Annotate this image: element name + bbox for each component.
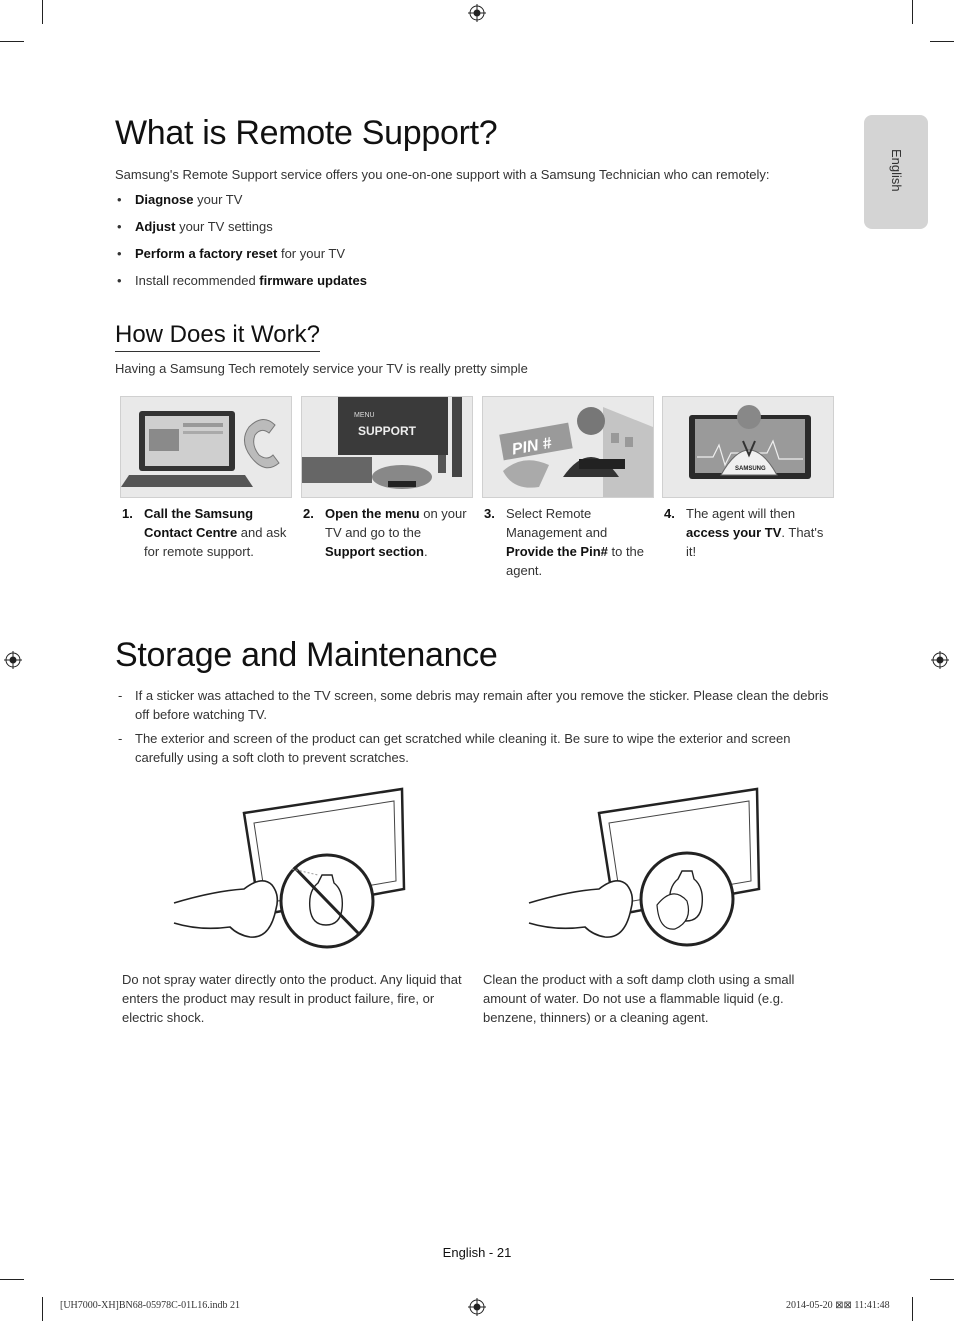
step-bold: Open the menu — [325, 506, 420, 521]
dash-marker: - — [118, 731, 123, 746]
bullet-text: Install recommended — [135, 273, 260, 288]
agent-tv-icon — [663, 397, 833, 497]
step-3-image — [482, 396, 654, 498]
step-plain: Select Remote Management and — [506, 506, 608, 540]
bullet-dot: • — [117, 192, 122, 207]
language-tab-label: English — [889, 149, 904, 192]
tv-menu-icon — [302, 397, 472, 497]
pin-label: PIN # — [510, 434, 553, 459]
bullet-bold: firmware updates — [259, 273, 367, 288]
step-plain: to the agent. — [506, 544, 645, 578]
step-plain: The agent will then — [686, 506, 796, 521]
remote-support-intro: Samsung's Remote Support service offers you one-on-one support with a Samsung Technician who can remotely: — [115, 167, 770, 182]
bullet-item — [115, 246, 367, 273]
how-it-works-title: How Does it Work? — [115, 321, 320, 352]
step-bold: Call the Samsung Contact Centre — [144, 506, 254, 540]
registration-mark-icon — [931, 651, 949, 669]
support-label: SUPPORT — [358, 424, 417, 438]
bullet-bold: Diagnose — [135, 192, 194, 207]
laptop-phone-icon — [121, 397, 291, 497]
step-plain: on your TV and go to the — [325, 506, 467, 540]
crop-mark — [930, 41, 954, 42]
step-text — [144, 504, 289, 561]
step-number: 3. — [484, 506, 495, 521]
step-number: 2. — [303, 506, 314, 521]
step-plain: . That's it! — [686, 525, 824, 559]
print-slug-right: 2014-05-20 ⊠⊠ 11:41:48 — [786, 1300, 890, 1311]
storage-note-text: If a sticker was attached to the TV screen, some debris may remain after you remove the sticker. Please clean the debris off before watching TV. — [135, 688, 829, 722]
no-spray-illustration — [172, 785, 412, 955]
dash-marker: - — [118, 688, 123, 703]
registration-mark-icon — [468, 4, 486, 22]
soft-cloth-caption: Clean the product with a soft damp cloth using a small amount of water. Do not use a flammable liquid (e.g. benzene, thinners) or a cleaning agent. — [483, 972, 795, 1025]
step-bold: Provide the Pin# — [506, 544, 608, 559]
soft-cloth-illustration — [527, 785, 767, 955]
step-number: 4. — [664, 506, 675, 521]
remote-support-bullets — [115, 192, 367, 300]
how-it-works-intro: Having a Samsung Tech remotely service your TV is really pretty simple — [115, 361, 528, 376]
crop-mark — [0, 1279, 24, 1280]
step-1-image — [120, 396, 292, 498]
bullet-text: your TV — [193, 192, 243, 207]
bullet-dot: • — [117, 273, 122, 288]
registration-mark-icon — [468, 1298, 486, 1316]
step-plain: . — [423, 544, 428, 559]
bullet-item — [115, 273, 367, 300]
no-spray-caption: Do not spray water directly onto the product. Any liquid that enters the product may result in product failure, fire, or electric shock. — [122, 972, 462, 1025]
bullet-item — [115, 219, 367, 246]
bullet-text: your TV settings — [175, 219, 273, 234]
step-bold: Support section — [325, 544, 424, 559]
remote-support-title: What is Remote Support? — [115, 114, 498, 152]
bullet-bold: Adjust — [135, 219, 176, 234]
registration-mark-icon — [4, 651, 22, 669]
bullet-item — [115, 192, 367, 219]
bullet-dot: • — [117, 219, 122, 234]
step-2-image — [301, 396, 473, 498]
step-text — [506, 504, 651, 580]
bullet-text: for your TV — [277, 246, 346, 261]
menu-label: MENU — [354, 412, 375, 419]
crop-mark — [0, 41, 24, 42]
step-plain: and ask for remote support. — [144, 525, 287, 559]
crop-mark — [930, 1279, 954, 1280]
storage-note — [115, 729, 840, 767]
samsung-label: SAMSUNG — [735, 466, 766, 472]
pin-agent-icon — [483, 397, 653, 497]
crop-mark — [912, 0, 913, 24]
crop-mark — [912, 1297, 913, 1321]
crop-mark — [42, 1297, 43, 1321]
crop-mark — [42, 0, 43, 24]
bullet-dot: • — [117, 246, 122, 261]
step-text — [325, 504, 470, 561]
page-number: English - 21 — [442, 1245, 512, 1260]
step-bold: access your TV — [686, 525, 782, 540]
print-slug-left: [UH7000-XH]BN68-05978C-01L16.indb 21 — [60, 1300, 240, 1311]
storage-title: Storage and Maintenance — [115, 636, 498, 674]
language-tab — [864, 115, 928, 229]
storage-note-text: The exterior and screen of the product can get scratched while cleaning it. Be sure to wipe the exterior and screen carefully using a soft cloth to prevent scratches. — [135, 731, 791, 765]
step-text — [686, 504, 831, 561]
storage-note — [115, 686, 840, 724]
step-number: 1. — [122, 506, 133, 521]
step-4-image — [662, 396, 834, 498]
storage-notes — [115, 686, 840, 772]
bullet-bold: Perform a factory reset — [135, 246, 278, 261]
